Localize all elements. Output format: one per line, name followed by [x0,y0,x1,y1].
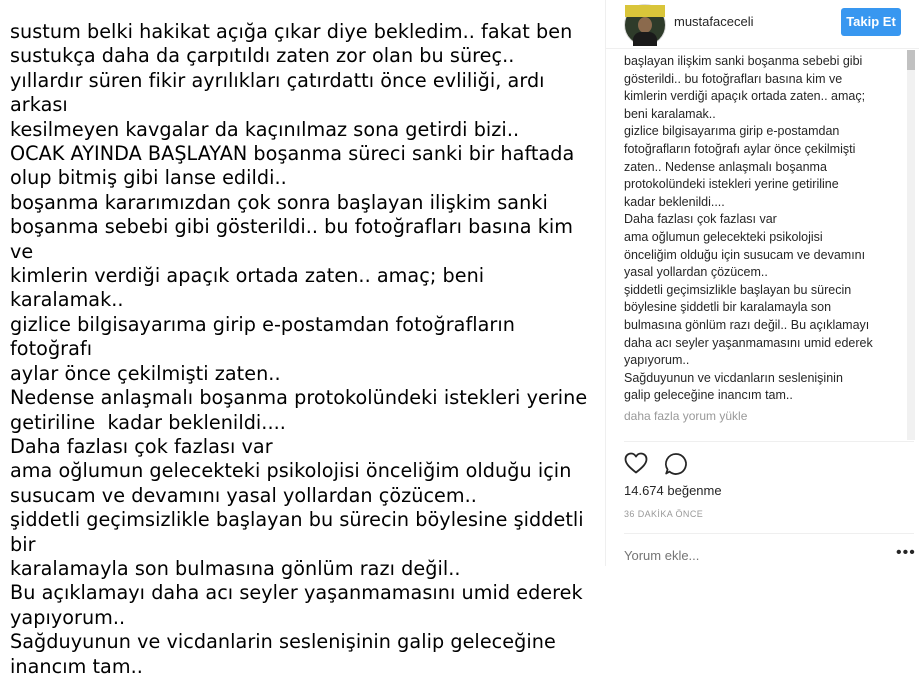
divider [624,441,914,442]
post-image-text: sustum belki hakikat açığa çıkar diye bekledim.. fakat ben sustukça daha da çarpıtıldı zaten zor olan bu süreç.. yıllardır süren fikir ayrılıkları çatırdattı önce evliliği, ardı arkası kesilmeyen kavgalar da kaçınılmaz sona getirdi bizi.. OCAK AYINDA BAŞLAYAN boşanma süreci sanki bir haftada olup bitmiş gibi lanse edildi.. boşanma kararımızdan çok sonra başlayan ilişkim sanki boşanma sebebi gibi gösterildi.. bu fotoğrafları basına kim ve kimlerin verdiği apaçık ortada zaten.. amaç; beni karalamak.. gizlice bilgisayarıma girip e-postamdan fotoğrafların fotoğrafı aylar önce çekilmişti zaten.. Nedense anlaşmalı boşanma protokolündeki istekleri yerine getiriline kadar beklenildi.... Daha fazlası çok fazlası var ama oğlumun gelecekteki psikolojisi önceliğim olduğu için susucam ve devamını yasal yollardan çözücem.. şiddetli geçimsizlikle başlayan bu sürecin böylesine şiddetli bir karalamayla son bulmasına gönlüm razı değil.. Bu açıklamayı daha acı seyler yaşanmamasını umid ederek yapıyorum.. Sağduyunun ve vicdanlarin seslenişinin galip geleceğine inancım tam.. [10,20,588,678]
avatar[interactable] [624,4,666,46]
like-count[interactable]: 14.674 beğenme [624,483,722,498]
scrollbar-thumb[interactable] [907,50,915,70]
post-side-panel [606,0,919,566]
timestamp[interactable]: 36 DAKİKA ÖNCE [624,509,704,519]
follow-button[interactable]: Takip Et [841,8,901,36]
caption-scrollbar[interactable] [907,50,915,440]
heart-icon[interactable] [624,452,648,474]
caption-area [624,56,912,441]
comment-icon[interactable] [664,452,688,476]
comment-input[interactable] [624,546,894,564]
caption-text: başlayan ilişkim sanki boşanma sebebi gibi gösterildi.. bu fotoğrafları basına kim ve kimlerin verdiği apaçık ortada zaten.. amaç; beni karalamak.. gizlice bilgisayarıma girip e-postamdan fotoğrafların fotoğrafı aylar önce çekilmişti zaten.. Nedense anlaşmalı boşanma protokolündeki istekleri yerine getiriline kadar beklenildi.... Daha fazlası çok fazlası var ama oğlumun gelecekteki psikolojisi önceliğim olduğu için susucam ve devamını yasal yollardan çözücem.. şiddetli geçimsizlikle başlayan bu sürecin böylesine şiddetli bir karalamayla son bulmasına gönlüm razı değil.. Bu açıklamayı daha acı seyler yaşanmamasını umid ederek yapıyorum.. Sağduyunun ve vicdanların seslenişinin galip geleceğine inancım tam.. [624,54,873,403]
load-more-comments-link[interactable]: daha fazla yorum yükle [624,408,748,423]
username-link[interactable]: mustafaceceli [674,14,754,29]
post-header [606,0,919,49]
divider [624,533,914,534]
more-options-icon[interactable]: ••• [896,544,916,561]
